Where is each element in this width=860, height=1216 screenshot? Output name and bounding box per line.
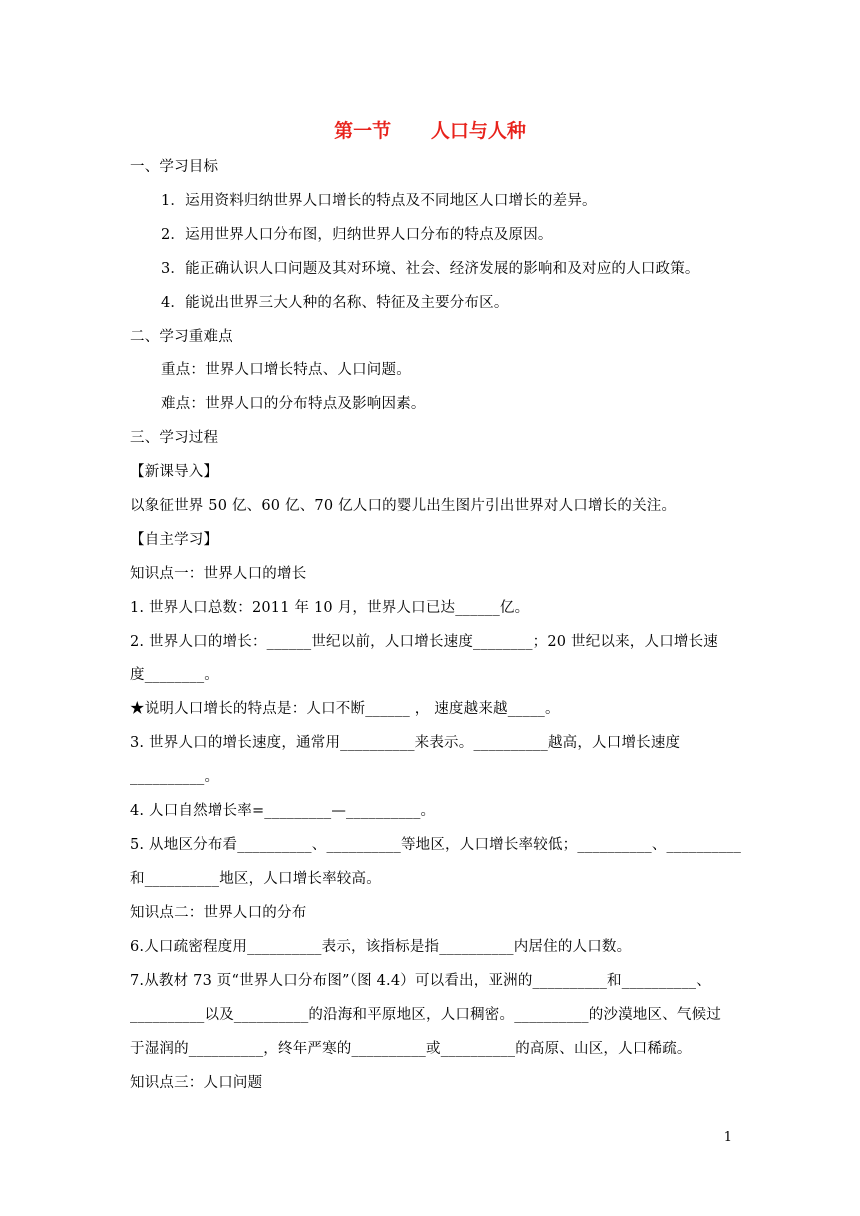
question-line: 6.人口疏密程度用__________表示，该指标是指__________内居住的人口数。 — [130, 939, 632, 955]
section-heading: 三、学习过程 — [130, 430, 219, 446]
knowledge-point-heading: 知识点二：世界人口的分布 — [130, 905, 307, 921]
section-heading: 二、学习重难点 — [130, 329, 233, 345]
subsection-label: 【自主学习】 — [130, 532, 219, 548]
difficult-point-text: 难点：世界人口的分布特点及影响因素。 — [161, 396, 426, 412]
question-line: 和__________地区，人口增长率较高。 — [130, 871, 381, 887]
knowledge-point-heading: 知识点三：人口问题 — [130, 1075, 263, 1091]
section-heading: 一、学习目标 — [130, 159, 219, 175]
question-line: ★说明人口增长的特点是：人口不断______ ， 速度越来越_____。 — [130, 701, 560, 717]
question-line: 3. 世界人口的增长速度，通常用__________来表示。__________越高，人口增长速度 — [130, 735, 681, 751]
objective-item: 2．运用世界人口分布图，归纳世界人口分布的特点及原因。 — [161, 227, 553, 243]
question-line: 5. 从地区分布看__________、__________等地区，人口增长率较低；__________、__________ — [130, 837, 742, 853]
question-line: __________以及__________的沿海和平原地区，人口稠密。__________的沙漠地区、气候过 — [130, 1007, 721, 1023]
question-line: __________。 — [130, 769, 220, 785]
objective-item: 3．能正确认识人口问题及其对环境、社会、经济发展的影响和及对应的人口政策。 — [161, 261, 700, 277]
question-line: 于湿润的__________，终年严寒的__________或__________的高原、山区，人口稀疏。 — [130, 1041, 692, 1057]
key-point-text: 重点：世界人口增长特点、人口问题。 — [161, 362, 411, 378]
subsection-label: 【新课导入】 — [130, 464, 219, 480]
question-line: 1. 世界人口总数：2011 年 10 月，世界人口已达______亿。 — [130, 600, 530, 616]
page-title: 第一节 人口与人种 — [334, 120, 526, 142]
knowledge-point-heading: 知识点一：世界人口的增长 — [130, 566, 307, 582]
objective-item: 4．能说出世界三大人种的名称、特征及主要分布区。 — [161, 295, 509, 311]
question-line: 2. 世界人口的增长：______世纪以前，人口增长速度________；20 世纪以来，人口增长速 — [130, 634, 719, 650]
objective-item: 1．运用资料归纳世界人口增长的特点及不同地区人口增长的差异。 — [161, 193, 597, 209]
body-paragraph: 以象征世界 50 亿、60 亿、70 亿人口的婴儿出生图片引出世界对人口增长的关注。 — [130, 498, 677, 514]
page-number: 1 — [723, 1130, 732, 1145]
question-line: 4. 人口自然增长率=_________—__________。 — [130, 803, 436, 819]
question-line: 度________。 — [130, 667, 219, 683]
question-line: 7.从教材 73 页“世界人口分布图”（图 4.4）可以看出，亚洲的__________和__________、 — [130, 973, 711, 989]
